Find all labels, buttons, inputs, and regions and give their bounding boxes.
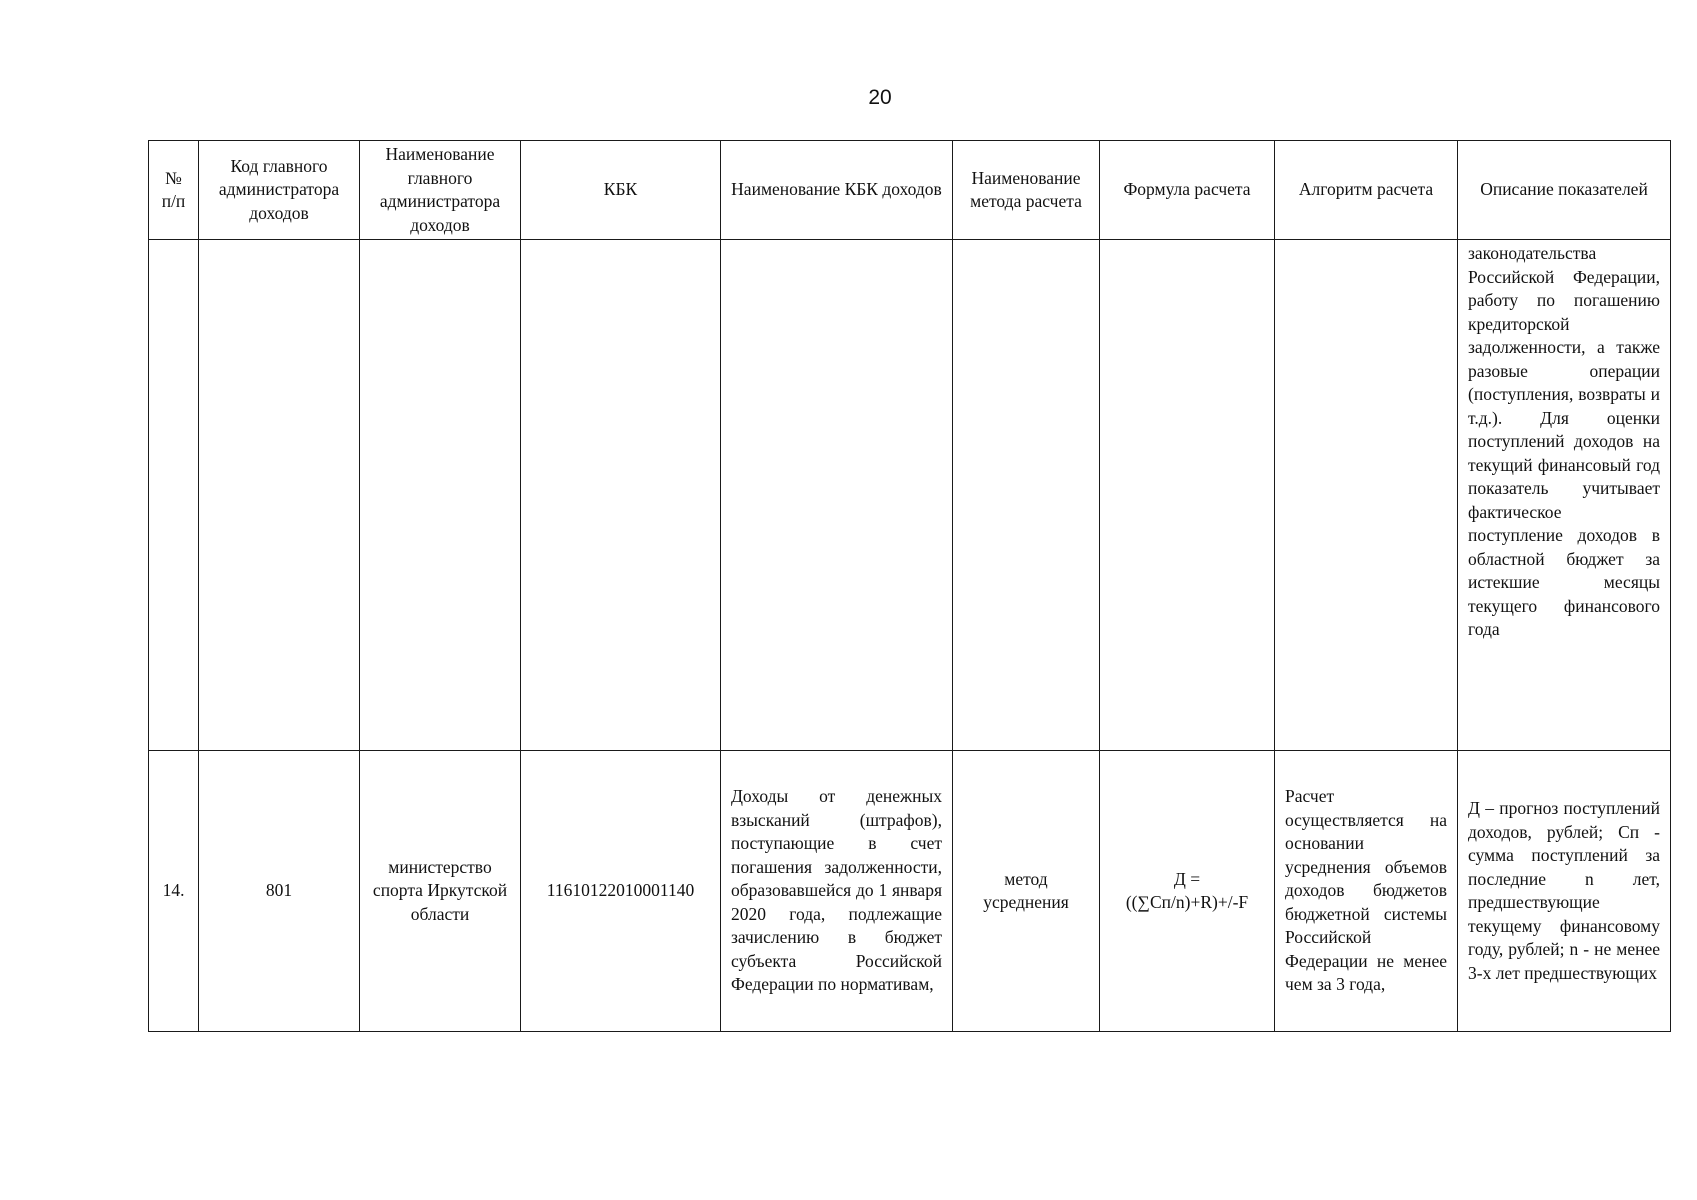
cell-method: метод усреднения [953,751,1100,1032]
page-number: 20 [868,86,892,109]
header-admin-name: Наименование главного администратора доходов [360,141,521,240]
cell-empty [149,240,199,751]
header-admin-code: Код главного администратора доходов [199,141,360,240]
cell-empty [1275,240,1458,751]
cell-kbk: 11610122010001140 [521,751,721,1032]
cell-empty [1100,240,1275,751]
header-formula: Формула расчета [1100,141,1275,240]
formula-line-1: Д = [1173,868,1201,889]
revenue-forecast-table [148,140,1671,1032]
cell-algorithm: Расчет осуществляется на основании усреднения объемов доходов бюджетов бюджетной системы Российской Федерации не менее чем за 3 года, [1275,751,1458,1032]
cell-empty [953,240,1100,751]
cell-empty [721,240,953,751]
header-kbk-name: Наименование КБК доходов [721,141,953,240]
cell-kbk-name: Доходы от денежных взысканий (штрафов), поступающие в счет погашения задолженности, образовавшейся до 1 января 2020 года, подлежащие зачислению в бюджет субъекта Российской Федерации по нормативам, [721,751,953,1032]
header-kbk: КБК [521,141,721,240]
header-algorithm: Алгоритм расчета [1275,141,1458,240]
cell-empty [360,240,521,751]
cell-formula [1100,751,1275,1032]
table-row-14 [149,751,1671,1032]
cell-admin-code: 801 [199,751,360,1032]
cell-empty [199,240,360,751]
cell-description-continuation: законодательства Российской Федерации, работу по погашению кредиторской задолженности, а также разовые операции (поступления, возвраты и т.д.). Для оценки поступлений доходов на текущий финансовый год показатель учитывает фактическое поступление доходов в областной бюджет за истекшие месяцы текущего финансового года [1458,240,1671,751]
header-number: № п/п [149,141,199,240]
cell-admin-name: министерство спорта Иркутской области [360,751,521,1032]
formula-line-2: ((∑Сп/n)+R)+/-F [1125,892,1249,912]
cell-row-number: 14. [149,751,199,1032]
cell-empty [521,240,721,751]
header-description: Описание показателей [1458,141,1671,240]
table-row-continuation [149,240,1671,751]
cell-description: Д – прогноз поступлений доходов, рублей; Сп - сумма поступлений за последние n лет, предшествующие текущему финансовому году, рублей; n - не менее 3-х лет предшествующих [1458,751,1671,1032]
table-header-row [149,141,1671,240]
header-method: Наименование метода расчета [953,141,1100,240]
